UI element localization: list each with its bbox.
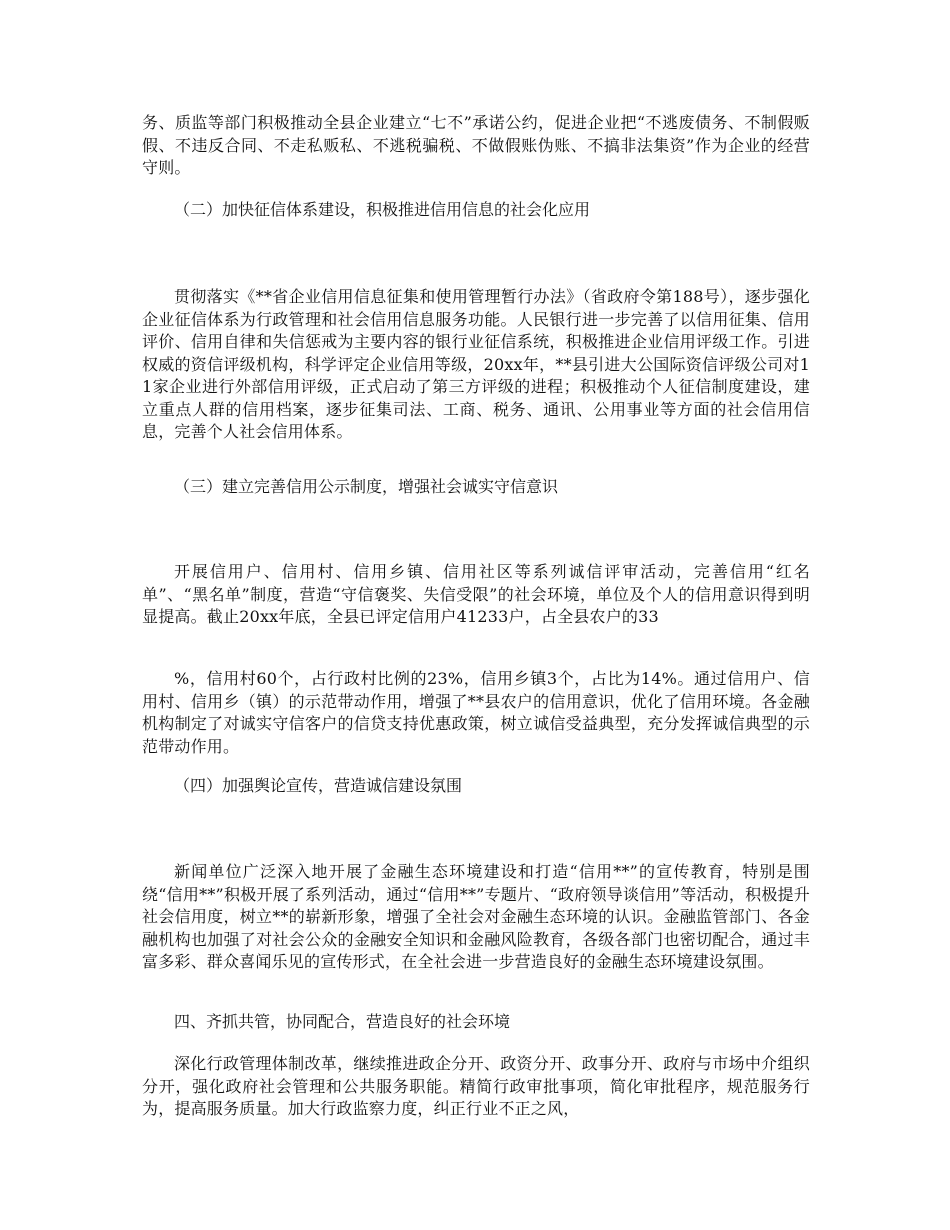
paragraph-credit-village: %，信用村60个，占行政村比例的23%，信用乡镇3个，占比为14%。通过信用户、信用村、信用乡（镇）的示范带动作用，增强了**县农户的信用意识，优化了信用环境。各金融机构制定了对诚实守信客户的信贷支持优惠政策，树立诚信受益典型，充分发挥诚信典型的示范带动作用。 bbox=[142, 669, 810, 756]
section-heading-part-4: 四、齐抓共管，协同配合，营造良好的社会环境 bbox=[174, 1012, 511, 1031]
paragraph-admin-reform: 深化行政管理体制改革，继续推进政企分开、政资分开、政事分开、政府与市场中介组织分开，强化政府社会管理和公共服务职能。精简行政审批事项，简化审批程序，规范服务行为，提高服务质量。加大行政监察力度，纠正行业不正之风， bbox=[142, 1054, 810, 1118]
section-heading-2: （二）加快征信体系建设，积极推进信用信息的社会化应用 bbox=[174, 200, 591, 219]
paragraph-credit-system: 贯彻落实《**省企业信用信息征集和使用管理暂行办法》（省政府令第188号），逐步强化企业征信体系为行政管理和社会信用信息服务功能。人民银行进一步完善了以信用征集、信用评价、信用自律和失信惩戒为主要内容的银行业征信系统，积极推进企业信用评级工作。引进权威的资信评级机构，科学评定企业信用等级，20xx年，**县引进大公国际资信评级公司对11家企业进行外部信用评级，正式启动了第三方评级的进程；积极推动个人征信制度建设，建立重点人群的信用档案，逐步征集司法、工商、税务、通讯、公用事业等方面的社会信用信息，完善个人社会信用体系。 bbox=[142, 287, 810, 441]
paragraph-publicity: 新闻单位广泛深入地开展了金融生态环境建设和打造“信用**”的宣传教育，特别是围绕“信用**”积极开展了系列活动，通过“信用**”专题片、“政府领导谈信用”等活动，积极提升社会信用度，树立**的崭新形象，增强了全社会对金融生态环境的认识。金融监管部门、各金融机构也加强了对社会公众的金融安全知识和金融风险教育，各级各部门也密切配合，通过丰富多彩、群众喜闻乐见的宣传形式，在全社会进一步营造良好的金融生态环境建设氛围。 bbox=[142, 862, 810, 971]
paragraph-credit-evaluation: 开展信用户、信用村、信用乡镇、信用社区等系列诚信评审活动，完善信用“红名单”、“黑名单”制度，营造“守信褒奖、失信受限”的社会环境，单位及个人的信用意识得到明显提高。截止20xx年底，全县已评定信用户41233户，占全县农户的33 bbox=[142, 562, 810, 626]
paragraph-qibu-commitment: 务、质监等部门积极推动全县企业建立“七不”承诺公约，促进企业把“不逃废债务、不制假贩假、不违反合同、不走私贩私、不逃税骗税、不做假账伪账、不搞非法集资”作为企业的经营守则。 bbox=[142, 113, 810, 177]
section-heading-4: （四）加强舆论宣传，营造诚信建设氛围 bbox=[174, 776, 463, 795]
section-heading-3: （三）建立完善信用公示制度，增强社会诚实守信意识 bbox=[174, 477, 559, 496]
